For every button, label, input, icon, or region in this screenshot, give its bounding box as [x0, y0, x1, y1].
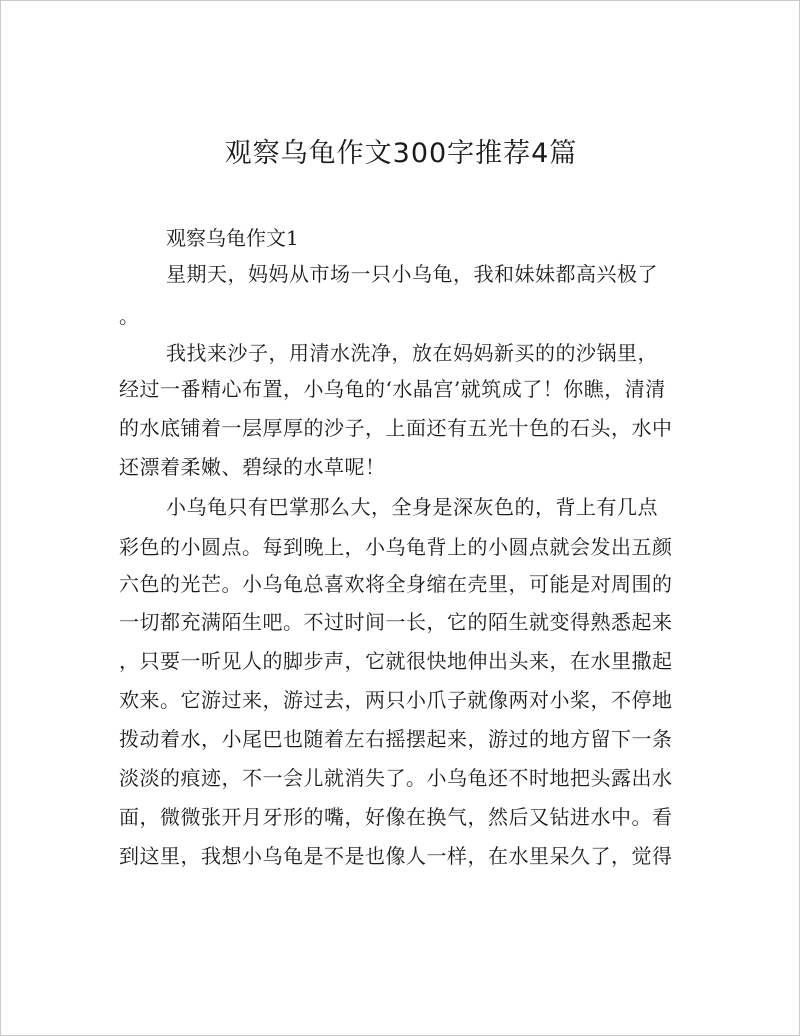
paragraph-line: 一切都充满陌生吧。不过时间一长，它的陌生就变得熟悉起来 — [119, 610, 673, 634]
paragraph-line: 到这里，我想小乌龟是不是也像人一样，在水里呆久了，觉得 — [119, 844, 673, 868]
paragraph-line: 欢来。它游过来，游过去，两只小爪子就像两对小桨，不停地 — [119, 688, 673, 712]
essay-subtitle: 观察乌龟作文1 — [166, 226, 299, 250]
paragraph-line: 。 — [119, 304, 140, 328]
paragraph-line: 的水底铺着一层厚厚的沙子，上面还有五光十色的石头，水中 — [119, 416, 673, 440]
paragraph-line: 还漂着柔嫩、碧绿的水草呢！ — [119, 455, 386, 479]
paragraph-line: ，只要一听见人的脚步声，它就很快地伸出头来，在水里撒起 — [119, 649, 673, 673]
paragraph-line: 我找来沙子，用清水洗净，放在妈妈新买的的沙锅里， — [166, 341, 658, 365]
paragraph-line: 淡淡的痕迹，不一会儿就消失了。小乌龟还不时地把头露出水 — [119, 766, 673, 790]
paragraph-line: 经过一番精心布置，小乌龟的‘水晶宫’就筑成了！你瞧，清清 — [119, 377, 666, 401]
page-title: 观察乌龟作文300字推荐4篇 — [224, 138, 578, 169]
paragraph-line: 彩色的小圆点。每到晚上，小乌龟背上的小圆点就会发出五颜 — [119, 535, 673, 559]
paragraph-line: 小乌龟只有巴掌那么大，全身是深灰色的，背上有几点 — [166, 495, 658, 519]
paragraph-line: 六色的光芒。小乌龟总喜欢将全身缩在壳里，可能是对周围的 — [119, 572, 673, 596]
paragraph-line: 星期天，妈妈从市场一只小乌龟，我和妹妹都高兴极了 — [166, 262, 658, 286]
paragraph-line: 拨动着水，小尾巴也随着左右摇摆起来，游过的地方留下一条 — [119, 727, 673, 751]
paragraph-line: 面，微微张开月牙形的嘴，好像在换气，然后又钻进水中。看 — [119, 805, 673, 829]
